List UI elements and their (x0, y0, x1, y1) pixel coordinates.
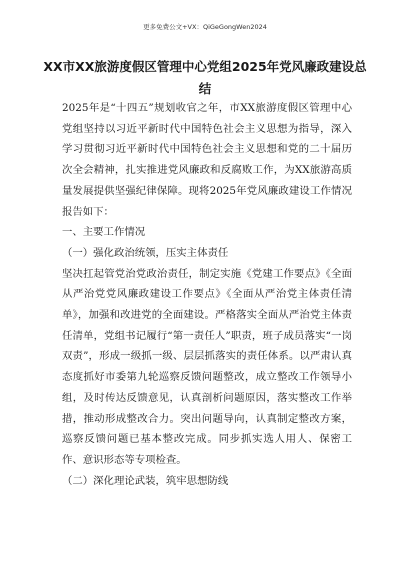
document-title: XX市XX旅游度假区管理中心党组2025年党风廉政建设总结 (43, 59, 367, 96)
subsection-heading-2: （二）深化理论武装，筑牢思想防线 (62, 474, 229, 487)
body-paragraph: 坚决扛起管党治党政治责任，制定实施《党建工作要点》《全面从严治党党风廉政建设工作要点》《全面从严治党主体责任清单》，加强和改进党的全面建设。严格落实全面从严治党主体责任清单，党组书记履行“第一责任人”职责，班子成员落实“一岗双责”，形成一级抓一级、层层抓落实的责任体系。以严肃认真态度抓好市委第九轮巡察反馈问题整改，成立整改工作领导小组，及时传达反馈意见，认真剖析问题原因，落实整改工作举措，推动形成整改合力。突出问题导向，认真制定整改方案，巡察反馈问题已基本整改完成。同步抓实选人用人、保密工作、意识形态等专项检查。 (62, 267, 352, 466)
page-header: 更多免费公文+VX：QiGeGongWen2024 (143, 23, 267, 31)
subsection-heading-1: （一）强化政治统领，压实主体责任 (62, 246, 229, 259)
section-heading: 一、主要工作情况 (62, 226, 146, 239)
intro-paragraph: 2025年是“十四五”规划收官之年，市XX旅游度假区管理中心党组坚持以习近平新时代中国特色社会主义思想为指导，深入学习贯彻习近平新时代中国特色社会主义思想和党的二十届历次全会精神，扎实推进党风廉政和反腐败工作，为XX旅游高质量发展提供坚强纪律保障。现将2025年党风廉政建设工作情况报告如下： (62, 102, 352, 218)
document-body (62, 98, 352, 491)
